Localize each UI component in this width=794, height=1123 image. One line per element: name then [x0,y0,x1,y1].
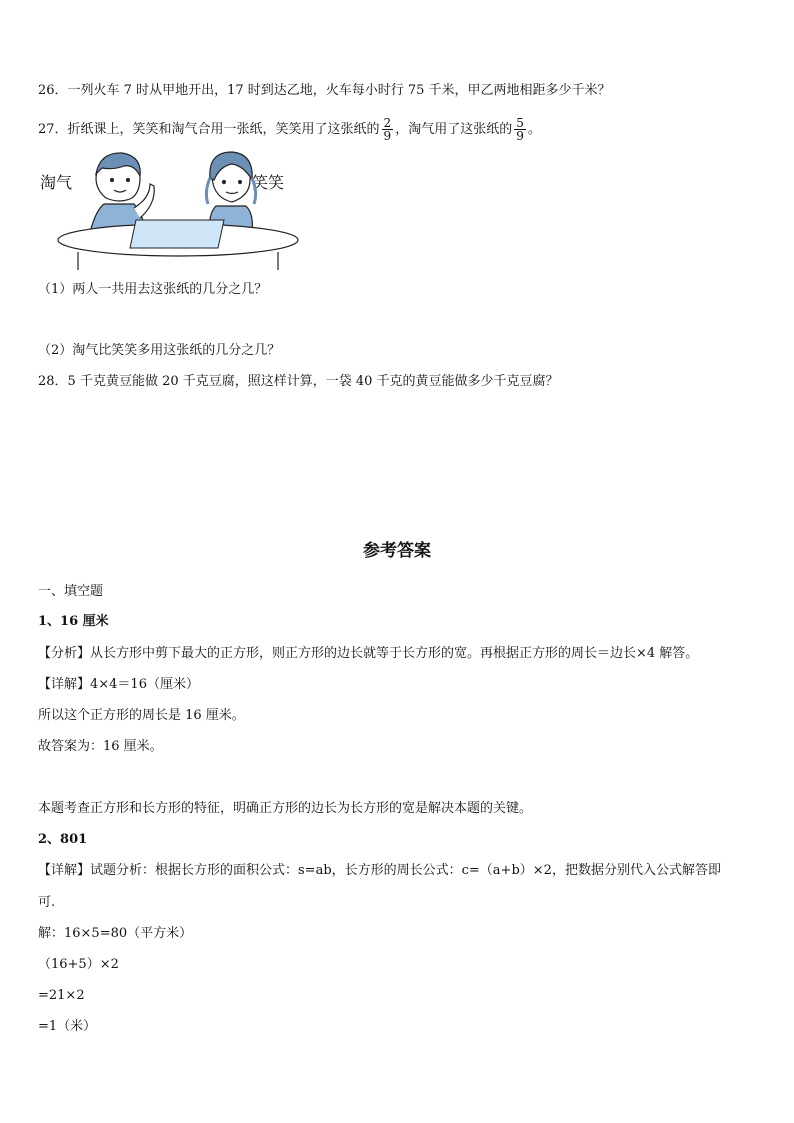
paper-sheet [130,220,224,248]
fraction-denominator: 9 [516,129,524,143]
question-26: 26．一列火车 7 时从甲地开出，17 时到达乙地，火车每小时行 75 千米，甲乙两地相距多少千米？ [38,83,611,98]
answer-1-line-1: 所以这个正方形的周长是 16 厘米。 [38,708,245,723]
label-taoqi: 淘气 [40,173,73,192]
fraction-denominator: 9 [383,129,392,143]
q27-middle: ，淘气用了这张纸的 [395,122,513,137]
q27-prefix: 27．折纸课上，笑笑和淘气合用一张纸，笑笑用了这张纸的 [38,122,380,137]
answer-2-step-1: 解：16×5=80（平方米） [38,926,193,941]
fraction-numerator: 5 [516,116,524,130]
answer-2-step-4: =1（米） [38,1019,97,1034]
answer-1-analysis: 【分析】从长方形中剪下最大的正方形，则正方形的边长就等于长方形的宽。再根据正方形的周长＝边长×4 解答。 [38,646,699,661]
paper-folding-illustration [38,148,300,270]
answer-2-detail-cont: 可. [38,895,56,910]
question-27-part-2: （2）淘气比笑笑多用这张纸的几分之几？ [38,343,281,358]
q27-suffix: 。 [527,122,541,137]
question-27 [38,117,541,143]
answer-2-step-2: （16+5）×2 [38,957,119,972]
answer-1-detail: 【详解】4×4＝16（厘米） [38,677,199,692]
section-heading: 一、填空题 [38,584,104,599]
label-xiaoxiao: 笑笑 [252,173,285,192]
answer-2-head: 2、801 [38,832,88,847]
fraction-two-ninths [382,117,394,142]
answer-1-line-2: 故答案为：16 厘米。 [38,739,163,754]
fraction-numerator: 2 [383,116,392,130]
answer-2-detail: 【详解】试题分析：根据长方形的面积公式：s=ab，长方形的周长公式：c=（a+b）×2，把数据分别代入公式解答即 [38,863,721,878]
answer-2-step-3: =21×2 [38,988,85,1003]
question-27-part-1: （1）两人一共用去这张纸的几分之几？ [38,282,268,297]
question-28: 28．5 千克黄豆能做 20 千克豆腐，照这样计算，一袋 40 千克的黄豆能做多少千克豆腐？ [38,374,559,389]
fraction-five-ninths [514,117,526,142]
answer-1-head: 1、16 厘米 [38,614,109,629]
answer-1-comment: 本题考查正方形和长方形的特征，明确正方形的边长为长方形的宽是解决本题的关键。 [38,801,533,816]
answers-title: 参考答案 [363,541,431,561]
